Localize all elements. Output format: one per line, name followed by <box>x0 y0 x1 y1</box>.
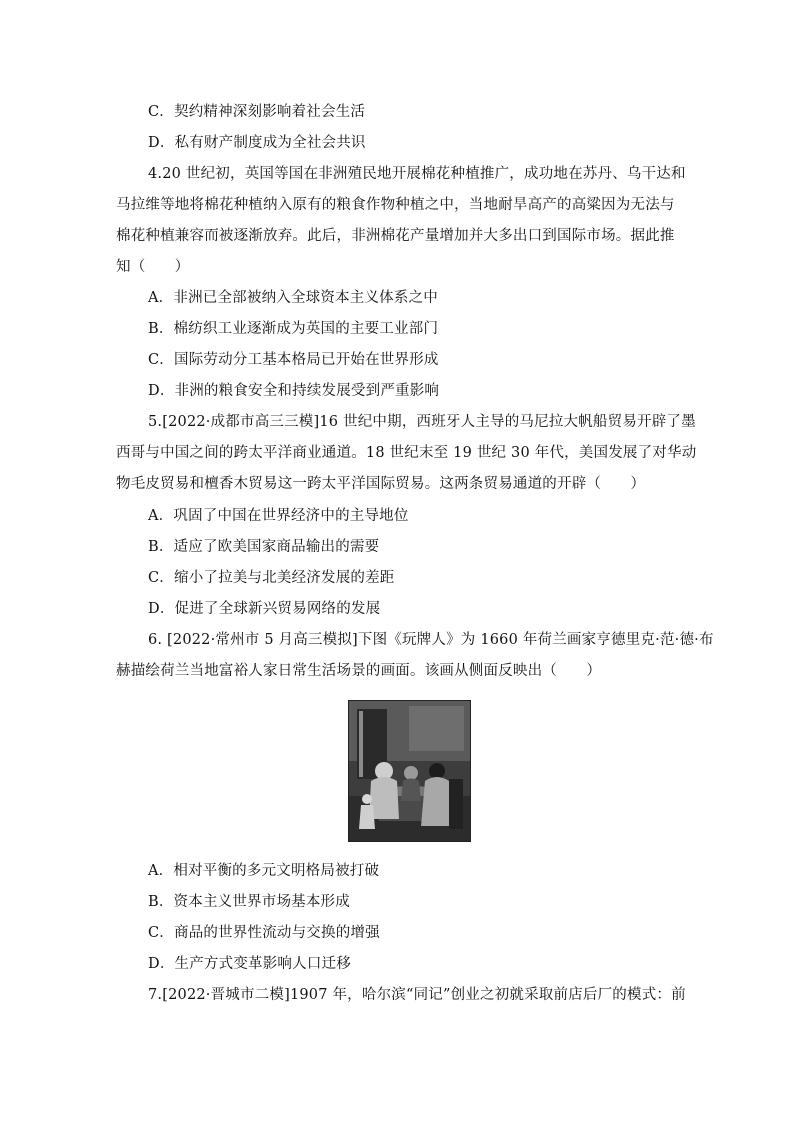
q5-option-d: D．促进了全球新兴贸易网络的发展 <box>148 601 381 617</box>
q4-stem-line-1: 4.20 世纪初，英国等国在非洲殖民地开展棉花种植推广，成功地在苏丹、乌干达和 <box>148 166 686 182</box>
q3-option-c: C．契约精神深刻影响着社会生活 <box>148 104 366 120</box>
q5-stem-line-2: 西哥与中国之间的跨太平洋商业通道。18 世纪末至 19 世纪 30 年代，美国发展了对华动 <box>116 445 697 461</box>
q6-option-d: D．生产方式变革影响人口迁移 <box>148 956 351 972</box>
q3-option-d: D．私有财产制度成为全社会共识 <box>148 135 366 151</box>
q6-option-a: A．相对平衡的多元文明格局被打破 <box>148 863 380 879</box>
q7-stem-line-1: 7.[2022·晋城市二模]1907 年，哈尔滨“同记”创业之初就采取前店后厂的模式：前 <box>148 987 686 1003</box>
q5-stem-line-3: 物毛皮贸易和檀香木贸易这一跨太平洋国际贸易。这两条贸易通道的开辟（ ） <box>116 476 646 492</box>
q4-stem-line-4: 知（ ） <box>116 259 190 275</box>
q4-option-a: A．非洲已全部被纳入全球资本主义体系之中 <box>148 290 438 306</box>
q5-option-b: B．适应了欧美国家商品输出的需要 <box>148 539 380 555</box>
painting-illustration <box>349 701 471 842</box>
q4-stem-line-3: 棉花种植兼容而被逐渐放弃。此后，非洲棉花产量增加并大多出口到国际市场。据此推 <box>116 228 675 244</box>
q4-option-d: D．非洲的粮食安全和持续发展受到严重影响 <box>148 383 440 399</box>
q5-option-a: A．巩固了中国在世界经济中的主导地位 <box>148 508 409 524</box>
q4-stem-line-2: 马拉维等地将棉花种植纳入原有的粮食作物种植之中，当地耐旱高产的高粱因为无法与 <box>116 197 675 213</box>
q6-stem-line-2: 赫描绘荷兰当地富裕人家日常生活场景的画面。该画从侧面反映出（ ） <box>116 663 602 679</box>
q4-option-c: C．国际劳动分工基本格局已开始在世界形成 <box>148 352 439 368</box>
q6-stem-line-1: 6. [2022·常州市 5 月高三模拟]下图《玩牌人》为 1660 年荷兰画家亨德里克·范·德·布 <box>148 632 714 648</box>
q6-option-b: B．资本主义世界市场基本形成 <box>148 894 350 910</box>
q5-option-c: C．缩小了拉美与北美经济发展的差距 <box>148 570 395 586</box>
card-players-painting-image <box>348 700 471 842</box>
q4-option-b: B．棉纺织工业逐渐成为英国的主要工业部门 <box>148 321 439 337</box>
q6-option-c: C．商品的世界性流动与交换的增强 <box>148 925 380 941</box>
q5-stem-line-1: 5.[2022·成都市高三三模]16 世纪中期，西班牙人主导的马尼拉大帆船贸易开辟了墨 <box>148 414 696 430</box>
